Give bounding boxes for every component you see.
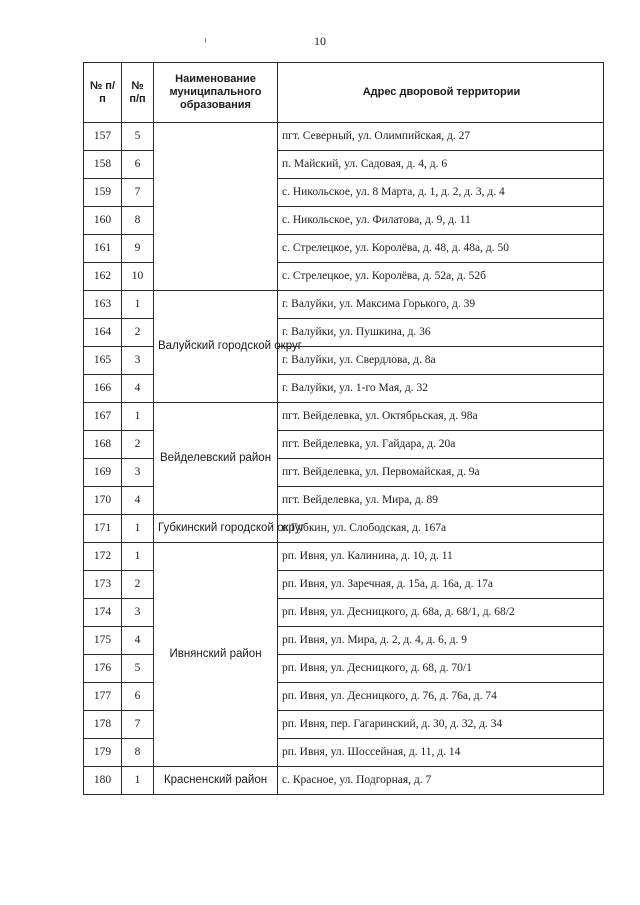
row-number-cell: 162 <box>84 263 122 291</box>
row-number-cell: 169 <box>84 459 122 487</box>
row-number-cell: 179 <box>84 739 122 767</box>
row-number-cell: 164 <box>84 319 122 347</box>
row-number-cell: 163 <box>84 291 122 319</box>
address-cell: пгт. Вейделевка, ул. Первомайская, д. 9а <box>278 459 604 487</box>
address-cell: пгт. Северный, ул. Олимпийская, д. 27 <box>278 123 604 151</box>
address-cell: рп. Ивня, ул. Заречная, д. 15а, д. 16а, д. 17а <box>278 571 604 599</box>
address-cell: с. Никольское, ул. 8 Марта, д. 1, д. 2, д. 3, д. 4 <box>278 179 604 207</box>
row-sub-number-cell: 2 <box>122 319 154 347</box>
address-cell: рп. Ивня, ул. Десницкого, д. 76, д. 76а, д. 74 <box>278 683 604 711</box>
address-cell: пгт. Вейделевка, ул. Октябрьская, д. 98а <box>278 403 604 431</box>
row-number-cell: 178 <box>84 711 122 739</box>
address-cell: с. Красное, ул. Подгорная, д. 7 <box>278 767 604 795</box>
row-sub-number-cell: 4 <box>122 627 154 655</box>
municipality-cell: Губкинский городской округ <box>154 515 278 543</box>
table-row <box>84 767 604 795</box>
table-row <box>84 543 604 571</box>
address-cell: рп. Ивня, ул. Мира, д. 2, д. 4, д. 6, д. 9 <box>278 627 604 655</box>
yard-territories-table <box>83 62 604 795</box>
header-address: Адрес дворовой территории <box>278 63 604 123</box>
row-sub-number-cell: 3 <box>122 459 154 487</box>
address-cell: рп. Ивня, ул. Калинина, д. 10, д. 11 <box>278 543 604 571</box>
row-number-cell: 165 <box>84 347 122 375</box>
row-number-cell: 177 <box>84 683 122 711</box>
row-sub-number-cell: 4 <box>122 375 154 403</box>
address-cell: с. Никольское, ул. Филатова, д. 9, д. 11 <box>278 207 604 235</box>
municipality-cell: Красненский район <box>154 767 278 795</box>
table-row <box>84 291 604 319</box>
row-number-cell: 159 <box>84 179 122 207</box>
row-sub-number-cell: 1 <box>122 767 154 795</box>
row-sub-number-cell: 5 <box>122 655 154 683</box>
row-sub-number-cell: 3 <box>122 347 154 375</box>
row-number-cell: 158 <box>84 151 122 179</box>
address-cell: г. Валуйки, ул. 1-го Мая, д. 32 <box>278 375 604 403</box>
address-cell: рп. Ивня, ул. Десницкого, д. 68, д. 70/1 <box>278 655 604 683</box>
row-number-cell: 173 <box>84 571 122 599</box>
municipality-cell: Валуйский городской округ <box>154 291 278 403</box>
address-cell: п. Майский, ул. Садовая, д. 4, д. 6 <box>278 151 604 179</box>
address-cell: рп. Ивня, пер. Гагаринский, д. 30, д. 32, д. 34 <box>278 711 604 739</box>
address-cell: с. Стрелецкое, ул. Королёва, д. 48, д. 48а, д. 50 <box>278 235 604 263</box>
address-cell: рп. Ивня, ул. Десницкого, д. 68а, д. 68/1, д. 68/2 <box>278 599 604 627</box>
municipality-cell: Ивнянский район <box>154 543 278 767</box>
address-cell: г. Валуйки, ул. Максима Горького, д. 39 <box>278 291 604 319</box>
row-number-cell: 161 <box>84 235 122 263</box>
row-number-cell: 170 <box>84 487 122 515</box>
header-sub-num: № п/п <box>122 63 154 123</box>
row-number-cell: 166 <box>84 375 122 403</box>
header-municipality: Наименование муниципального образования <box>154 63 278 123</box>
page-number: 10 <box>314 34 326 48</box>
row-sub-number-cell: 8 <box>122 739 154 767</box>
row-number-cell: 167 <box>84 403 122 431</box>
row-sub-number-cell: 8 <box>122 207 154 235</box>
row-number-cell: 168 <box>84 431 122 459</box>
address-cell: г. Валуйки, ул. Свердлова, д. 8а <box>278 347 604 375</box>
table-body <box>84 123 604 795</box>
row-number-cell: 175 <box>84 627 122 655</box>
row-sub-number-cell: 6 <box>122 683 154 711</box>
row-sub-number-cell: 1 <box>122 403 154 431</box>
row-number-cell: 172 <box>84 543 122 571</box>
scan-artifact <box>205 38 206 43</box>
row-number-cell: 180 <box>84 767 122 795</box>
row-sub-number-cell: 1 <box>122 543 154 571</box>
row-sub-number-cell: 2 <box>122 571 154 599</box>
row-sub-number-cell: 5 <box>122 123 154 151</box>
table-row <box>84 403 604 431</box>
row-sub-number-cell: 3 <box>122 599 154 627</box>
address-cell: г. Губкин, ул. Слободская, д. 167а <box>278 515 604 543</box>
row-number-cell: 160 <box>84 207 122 235</box>
table-header-row <box>84 63 604 123</box>
row-sub-number-cell: 6 <box>122 151 154 179</box>
address-cell: рп. Ивня, ул. Шоссейная, д. 11, д. 14 <box>278 739 604 767</box>
address-cell: пгт. Вейделевка, ул. Мира, д. 89 <box>278 487 604 515</box>
row-sub-number-cell: 7 <box>122 179 154 207</box>
row-sub-number-cell: 7 <box>122 711 154 739</box>
address-cell: пгт. Вейделевка, ул. Гайдара, д. 20а <box>278 431 604 459</box>
row-sub-number-cell: 9 <box>122 235 154 263</box>
table-row <box>84 515 604 543</box>
row-number-cell: 176 <box>84 655 122 683</box>
row-number-cell: 174 <box>84 599 122 627</box>
header-num: № п/п <box>84 63 122 123</box>
municipality-cell <box>154 123 278 291</box>
row-sub-number-cell: 4 <box>122 487 154 515</box>
address-cell: г. Валуйки, ул. Пушкина, д. 36 <box>278 319 604 347</box>
row-sub-number-cell: 1 <box>122 515 154 543</box>
row-number-cell: 157 <box>84 123 122 151</box>
municipality-cell: Вейделевский район <box>154 403 278 515</box>
row-sub-number-cell: 2 <box>122 431 154 459</box>
row-number-cell: 171 <box>84 515 122 543</box>
table-row <box>84 123 604 151</box>
row-sub-number-cell: 10 <box>122 263 154 291</box>
row-sub-number-cell: 1 <box>122 291 154 319</box>
address-cell: с. Стрелецкое, ул. Королёва, д. 52а, д. 52б <box>278 263 604 291</box>
